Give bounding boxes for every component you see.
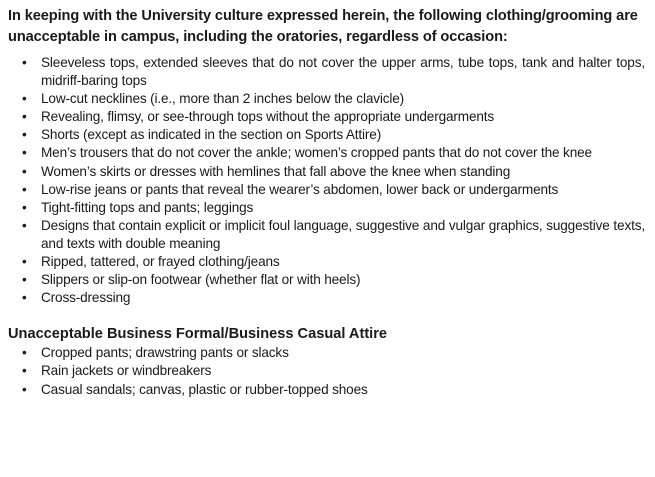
- list-item-text: Revealing, flimsy, or see-through tops without the appropriate undergarments: [41, 109, 495, 125]
- list-item: [22, 144, 645, 162]
- bullet: •: [22, 254, 27, 270]
- list-item: [22, 90, 645, 108]
- list-item: [22, 381, 645, 399]
- list-item: [22, 217, 645, 253]
- list-item-text: Slippers or slip-on footwear (whether flat or with heels): [41, 272, 361, 288]
- list-item-text: Rain jackets or windbreakers: [41, 363, 212, 379]
- list-item: [22, 289, 645, 307]
- list-item-text: Tight-fitting tops and pants; leggings: [41, 199, 254, 215]
- intro-heading: In keeping with the University culture expressed herein, the following clothing/grooming are unacceptable in campus, including the oratories, regardless of occasion:: [8, 8, 638, 45]
- bullet: •: [22, 55, 27, 70]
- unacceptable-list: [8, 54, 645, 307]
- list-item-text: Casual sandals; canvas, plastic or rubber-topped shoes: [41, 381, 368, 397]
- bullet: •: [22, 272, 27, 288]
- list-item-text: Ripped, tattered, or frayed clothing/jeans: [41, 254, 280, 270]
- list-item: [22, 163, 645, 181]
- list-item: [22, 181, 645, 199]
- list-item-text: Women’s skirts or dresses with hemlines that fall above the knee when standing: [41, 163, 511, 179]
- list-item: [22, 108, 645, 126]
- list-item: [22, 344, 645, 362]
- list-item-text: Sleeveless tops, extended sleeves that do not cover the upper arms, tube tops, tank and halter tops, midriff-baring tops: [41, 55, 645, 89]
- list-item-text: Men’s trousers that do not cover the ankle; women’s cropped pants that do not cover the knee: [41, 145, 592, 161]
- bullet: •: [22, 91, 27, 107]
- list-item: [22, 271, 645, 289]
- list-item: [22, 126, 645, 144]
- bullet: •: [22, 381, 27, 397]
- business-attire-list: [8, 344, 645, 398]
- bullet: •: [22, 290, 27, 306]
- list-item-text: Low-rise jeans or pants that reveal the wearer’s abdomen, lower back or undergarments: [41, 181, 559, 197]
- list-item: [22, 199, 645, 217]
- bullet: •: [22, 145, 27, 161]
- list-item-text: Cross-dressing: [41, 290, 131, 306]
- list-item-text: Cropped pants; drawstring pants or slacks: [41, 345, 289, 361]
- bullet: •: [22, 181, 27, 197]
- list-item: [22, 253, 645, 271]
- bullet: •: [22, 345, 27, 361]
- list-item-text: Designs that contain explicit or implicit foul language, suggestive and vulgar graphics, suggestive texts, and texts with double meaning: [41, 217, 645, 251]
- bullet: •: [22, 199, 27, 215]
- list-item-text: Low-cut necklines (i.e., more than 2 inches below the clavicle): [41, 91, 405, 107]
- bullet: •: [22, 217, 27, 233]
- bullet: •: [22, 127, 27, 143]
- business-attire-heading: Unacceptable Business Formal/Business Casual Attire: [8, 326, 388, 343]
- bullet: •: [22, 109, 27, 125]
- list-item-text: Shorts (except as indicated in the section on Sports Attire): [41, 127, 382, 143]
- list-item: [22, 54, 645, 90]
- bullet: •: [22, 363, 27, 379]
- bullet: •: [22, 163, 27, 179]
- list-item: [22, 362, 645, 380]
